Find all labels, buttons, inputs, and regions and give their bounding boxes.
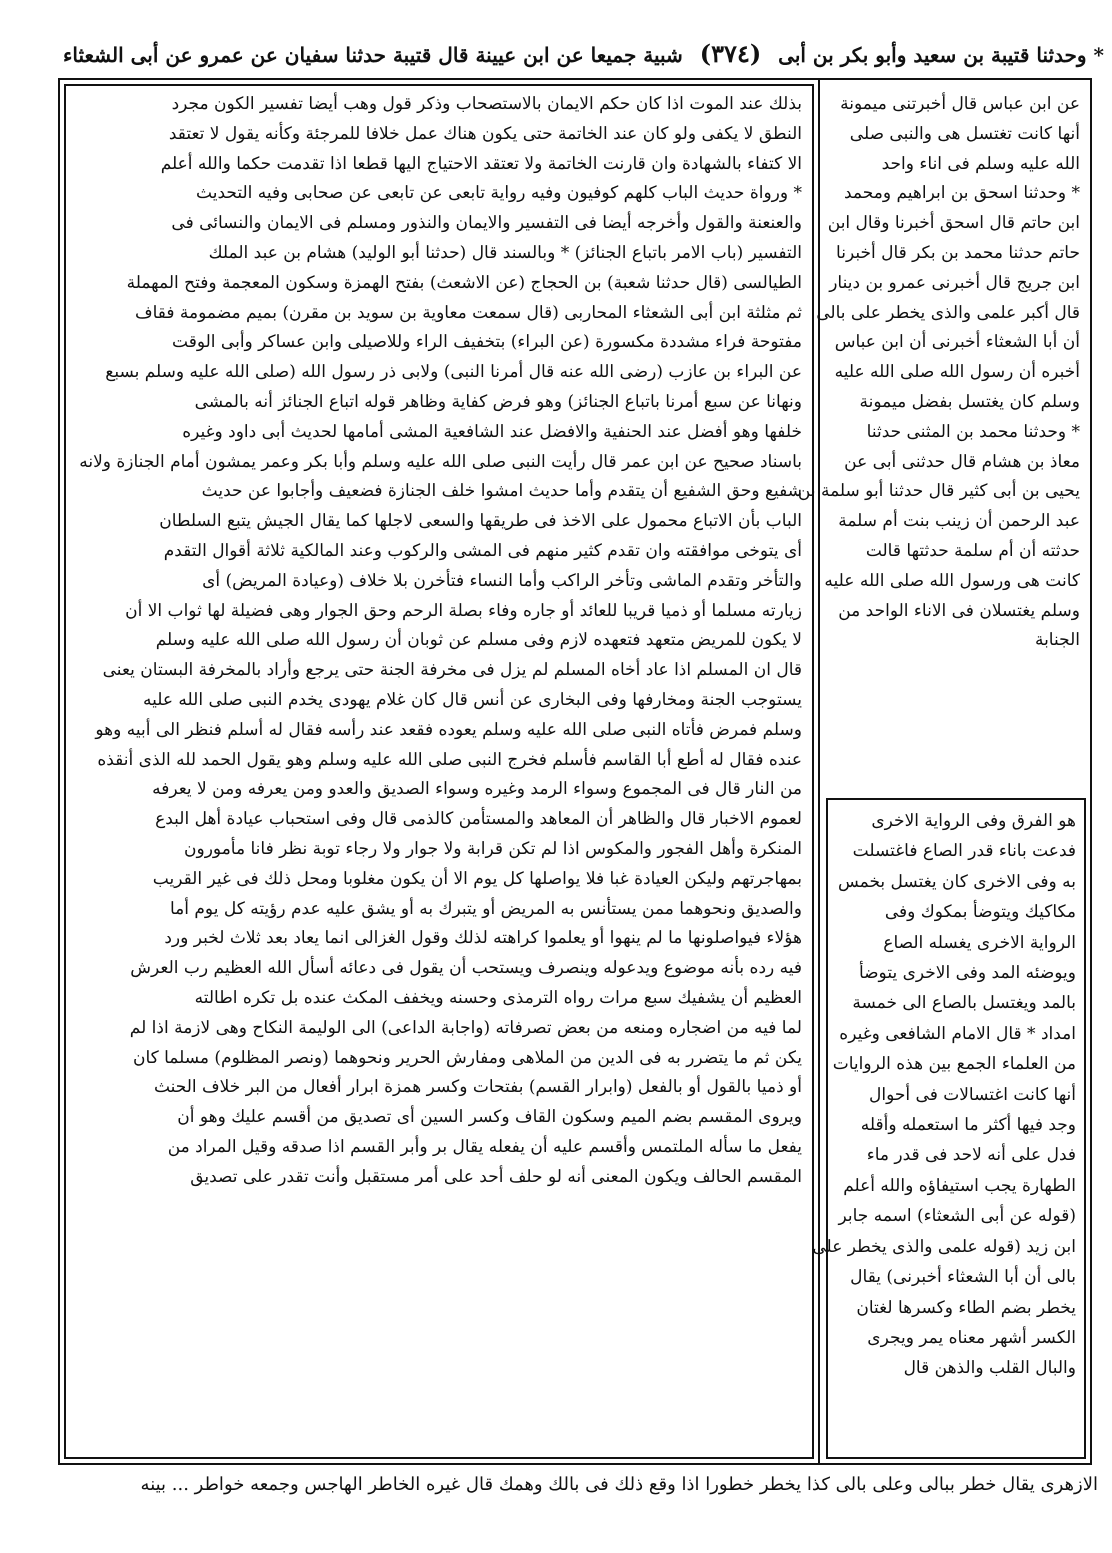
main-line: بمهاجرتهم وليكن العيادة غبا فلا يواصلها كل يوم الا أن يكون مغلوبا ومحل ذلك فى غير القريب <box>152 868 802 889</box>
right-bottom-line: مكاكيك ويتوضأ بمكوك وفى <box>884 902 1076 923</box>
main-line: يستوجب الجنة ومخارفها وفى البخارى عن أنس قال كان غلام يهودى يخدم النبى صلى الله عليه <box>142 689 802 710</box>
main-commentary-box <box>64 84 814 1459</box>
main-line: وسلم فمرض فأتاه النبى صلى الله عليه وسلم يعوده فقعد عند رأسه فقال له أسلم فنظر الى أبيه وهو <box>95 719 802 740</box>
main-line: النطق لا يكفى ولو كان عند الخاتمة حتى يكون هناك عمل خلافا للمرجئة وكأنه يقول لا تعتقد <box>168 123 802 144</box>
right-bottom-line: أنها كانت اغتسالات فى أحوال <box>869 1084 1076 1105</box>
page-footer <box>58 1468 1098 1538</box>
right-bottom-line: به وفى الاخرى كان يغتسل بخمس <box>837 871 1076 892</box>
main-line: والصديق ونحوهما ممن يستأنس به المريض أو يتبرك به أو يشق عليه عدم رؤيته كل يوم أما <box>169 898 802 919</box>
main-line: عن البراء بن عازب (رضى الله عنه قال أمرنا النبى) ولابى ذر رسول الله (صلى الله عليه وسلم بسبع <box>105 362 802 383</box>
page-number: (٣٧٤) <box>699 39 762 68</box>
right-bottom-line: الكسر أشهر معناه يمر ويجرى <box>867 1327 1076 1348</box>
main-line: أى يتوخى موافقته وان تقدم كثير منهم فى المشى والركوب وعند المالكية ثلاثة أقوال التقدم <box>163 540 802 561</box>
page-frame <box>58 78 1092 1465</box>
right-top-line: عبد الرحمن أن زينب بنت أم سلمة <box>838 511 1080 532</box>
main-line: الطيالسى (قال حدثنا شعبة) بن الحجاج (عن الاشعث) بفتح الهمزة وسكون المعجمة وفتح المهملة <box>126 272 802 293</box>
main-line: ثم مثلثة ابن أبى الشعثاء المحاربى (قال سمعت معاوية بن سويد بن مقرن) بميم مضمومة فقاف <box>134 302 802 323</box>
right-top-line: أنها كانت تغتسل هى والنبى صلى <box>849 123 1080 144</box>
main-line: لما فيه من اضجاره ومنعه من بعض تصرفاته (واجابة الداعى) الى الوليمة النكاح وهى لازمة اذا لم <box>129 1017 802 1038</box>
right-column-commentary-box <box>812 798 1086 1459</box>
main-line: لعموم الاخبار قال والظاهر أن المعاهد والمستأمن كالذمى قال وفى استحباب عيادة أهل البدع <box>155 809 802 830</box>
right-top-line: * وحدثنا اسحق بن ابراهيم ومحمد <box>844 183 1080 204</box>
right-top-line: يحيى بن أبى كثير قال حدثنا أبو سلمة بن <box>797 481 1080 502</box>
main-line: * ورواة حديث الباب كلهم كوفيون وفيه رواية تابعى عن تابعى عن صحابى وفيه التحديث <box>196 183 802 204</box>
main-column <box>60 80 820 1463</box>
right-bottom-line: ويوضئه المد وفى الاخرى يتوضأ <box>858 963 1076 984</box>
main-line: من النار قال فى المجموع وسواء الرمد وغيره وسواء الصديق والعدو ومن يعرفه ومن لا يعرفه <box>152 779 802 800</box>
right-top-line: * وحدثنا محمد بن المثنى حدثنا <box>866 421 1080 442</box>
main-line: والتأخر وتقدم الماشى وتأخر الراكب وأما النساء فتأخرن بلا خلاف (وعيادة المريض) أى <box>202 570 802 591</box>
right-top-line: أن أبا الشعثاء أخبرنى أن ابن عباس <box>834 332 1080 353</box>
main-line: مفتوحة فراء مشددة مكسورة (عن البراء) بتخفيف الراء وللاصيلى وابن عساكر وأبى الوقت <box>172 332 802 353</box>
right-bottom-line: فدل على أنه لاحد فى قدر ماء <box>866 1145 1076 1166</box>
main-line: ويروى المقسم بضم الميم وسكون القاف وكسر السين أى تصديق من أقسم عليك وهو أن <box>177 1107 802 1128</box>
right-top-line: حدثته أن أم سلمة حدثتها قالت <box>865 540 1080 561</box>
main-line: هؤلاء فيواصلونها ما لم ينهوا أو يعلموا كراهته لذلك وقول الغزالى انما يعاد بعد ثلاث لخبر ورد <box>164 928 802 949</box>
right-top-line: حاتم حدثنا محمد بن بكر قال أخبرنا <box>836 242 1080 263</box>
main-line: باسناد صحيح عن ابن عمر قال رأيت النبى صلى الله عليه وسلم وأبا بكر وعمر يمشون أمام الجنازة ولانه <box>79 451 802 472</box>
main-line: المنكرة وأهل الفجور والمكوس اذا لم تكن قرابة ولا جوار ولا رجاء توبة نظر فانا مأمورون <box>184 838 802 859</box>
right-top-line: عن ابن عباس قال أخبرتنى ميمونة <box>840 94 1080 114</box>
main-line: بذلك عند الموت اذا كان حكم الايمان بالاستصحاب وذكر قول وهب أيضا تفسير الكون مجرد <box>171 94 802 114</box>
main-line: ونهانا عن سبع أمرنا باتباع الجنائز) وهو فرض كفاية وظاهر قوله اتباع الجنائز أنه بالمشى <box>194 391 802 412</box>
right-bottom-line: هو الفرق وفى الرواية الاخرى <box>871 811 1076 831</box>
right-top-line: ابن حاتم قال اسحق أخبرنا وقال ابن <box>827 213 1080 234</box>
right-top-line: وسلم كان يغتسل بفضل ميمونة <box>859 391 1080 412</box>
right-column-top-text <box>797 90 1084 780</box>
right-top-line: معاذ بن هشام قال حدثنى أبى عن <box>844 451 1080 472</box>
footer-line: الازهرى يقال خطر ببالى وعلى بالى كذا يخطر خطورا اذا وقع ذلك فى بالك وهمك قال غيره الخاطر الهاجس وجمعه خواطر ... بينه <box>140 1474 1098 1495</box>
right-bottom-line: والبال القلب والذهن قال <box>903 1358 1076 1379</box>
main-line: الا كتفاء بالشهادة وان قارنت الخاتمة ولا تعتقد الاحتياج اليها قطعا اذا تقدمت حكما والله أعلم <box>160 153 802 174</box>
main-line: الباب بأن الاتباع محمول على الاخذ فى طريقها والسعى لاجلها كما يقال الجيش يتبع السلطان <box>159 511 802 532</box>
right-top-line: الله عليه وسلم فى اناء واحد <box>881 153 1080 174</box>
main-line: قال ان المسلم اذا عاد أخاه المسلم لم يزل فى مخرفة الجنة حتى يرجع وأراد بالمخرفة البستان يعنى <box>102 660 802 681</box>
right-top-line: وسلم يغتسلان فى الاناء الواحد من <box>838 600 1080 621</box>
right-top-line: ابن جريج قال أخبرنى عمرو بن دينار <box>829 272 1080 293</box>
right-bottom-line: بالمد ويغتسل بالصاع الى خمسة <box>852 993 1076 1014</box>
right-bottom-line: يخطر بضم الطاء وكسرها لغتان <box>856 1297 1076 1318</box>
main-line: زيارته مسلما أو ذميا قريبا للعائد أو جاره وفاء بصلة الرحم وحق الجوار وهى فضيلة لها ثواب الا أن <box>125 600 802 621</box>
header-left-text: شبية جميعا عن ابن عيينة قال قتيبة حدثنا سفيان عن عمرو عن أبى الشعثاء <box>62 43 683 67</box>
main-line: يفعل ما سأله الملتمس وأقسم عليه أن يفعله يقال بر وأبر القسم اذا صدقه وقيل المراد من <box>167 1136 802 1157</box>
main-line: يكن ثم ما يتضرر به فى الدين من الملاهى ومفارش الحرير ونحوهما (ونصر المظلوم) مسلما كان <box>132 1047 802 1068</box>
main-line: التفسير (باب الامر باتباع الجنائز) * وبالسند قال (حدثنا أبو الوليد) هشام بن عبد الملك <box>208 242 802 263</box>
right-column <box>797 80 1090 1463</box>
right-bottom-line: (قوله عن أبى الشعثاء) اسمه جابر <box>838 1206 1076 1227</box>
main-line: العظيم أن يشفيك سبع مرات رواه الترمذى وحسنه ويخفف المكث عنده بل تكره اطالته <box>194 987 802 1008</box>
main-line: المقسم الحالف ويكون المعنى أنه لو حلف أحد على أمر مستقبل وأنت تقدر على تصديق <box>190 1166 802 1187</box>
main-line: والعنعنة والقول وأخرجه أيضا فى التفسير والايمان والنذور ومسلم فى الايمان والنسائى فى <box>171 213 802 234</box>
main-line: خلفها وهو أفضل عند الحنفية والافضل عند الشافعية المشى أمامها لحديث أبى داود وغيره <box>182 421 802 442</box>
right-bottom-line: الطهارة يجب استيفاؤه والله أعلم <box>843 1175 1076 1196</box>
right-top-line: أخبره أن رسول الله صلى الله عليه <box>834 362 1080 383</box>
right-bottom-line: ابن زيد (قوله علمى والذى يخطر على <box>812 1236 1076 1257</box>
right-bottom-line: بالى أن أبا الشعثاء أخبرنى) يقال <box>850 1267 1076 1288</box>
right-bottom-line: وجد فيها أكثر ما استعمله وأقله <box>860 1115 1076 1136</box>
right-top-line: كانت هى ورسول الله صلى الله عليه <box>824 570 1080 591</box>
right-top-line: الجنابة <box>1034 630 1080 651</box>
main-line: شفيع وحق الشفيع أن يتقدم وأما حديث امشوا خلف الجنازة فضعيف وأجابوا عن حديث <box>201 481 802 502</box>
main-line: أو ذميا بالقول أو بالفعل (وابرار القسم) بفتحات وكسر همزة ابرار أفعال من البر خلاف الحنث <box>153 1077 802 1098</box>
main-line: عنده فقال له أطع أبا القاسم فأسلم فخرج النبى صلى الله عليه وسلم وهو يقول الحمد لله الذى أنقذه <box>97 749 802 770</box>
header-right-text: * وحدثنا قتيبة بن سعيد وأبو بكر بن أبى <box>778 43 1104 67</box>
main-line: فيه رده بأنه موضوع ويدعوله وينصرف ويستحب أن يقول فى دعائه أسأل الله العظيم رب العرش <box>130 958 802 979</box>
page-header <box>44 34 1104 74</box>
right-bottom-line: فدعت باناء قدر الصاع فاغتسلت <box>852 841 1076 862</box>
right-bottom-line: من العلماء الجمع بين هذه الروايات <box>832 1054 1076 1075</box>
right-bottom-line: الرواية الاخرى يغسله الصاع <box>883 932 1076 953</box>
right-bottom-line: امداد * قال الامام الشافعى وغيره <box>839 1023 1076 1044</box>
right-top-line: قال أكبر علمى والذى يخطر على بالى <box>816 302 1080 323</box>
main-line: لا يكون للمريض متعهد فتعهده لازم وفى مسلم عن ثوبان أن رسول الله صلى الله عليه وسلم <box>155 630 802 651</box>
